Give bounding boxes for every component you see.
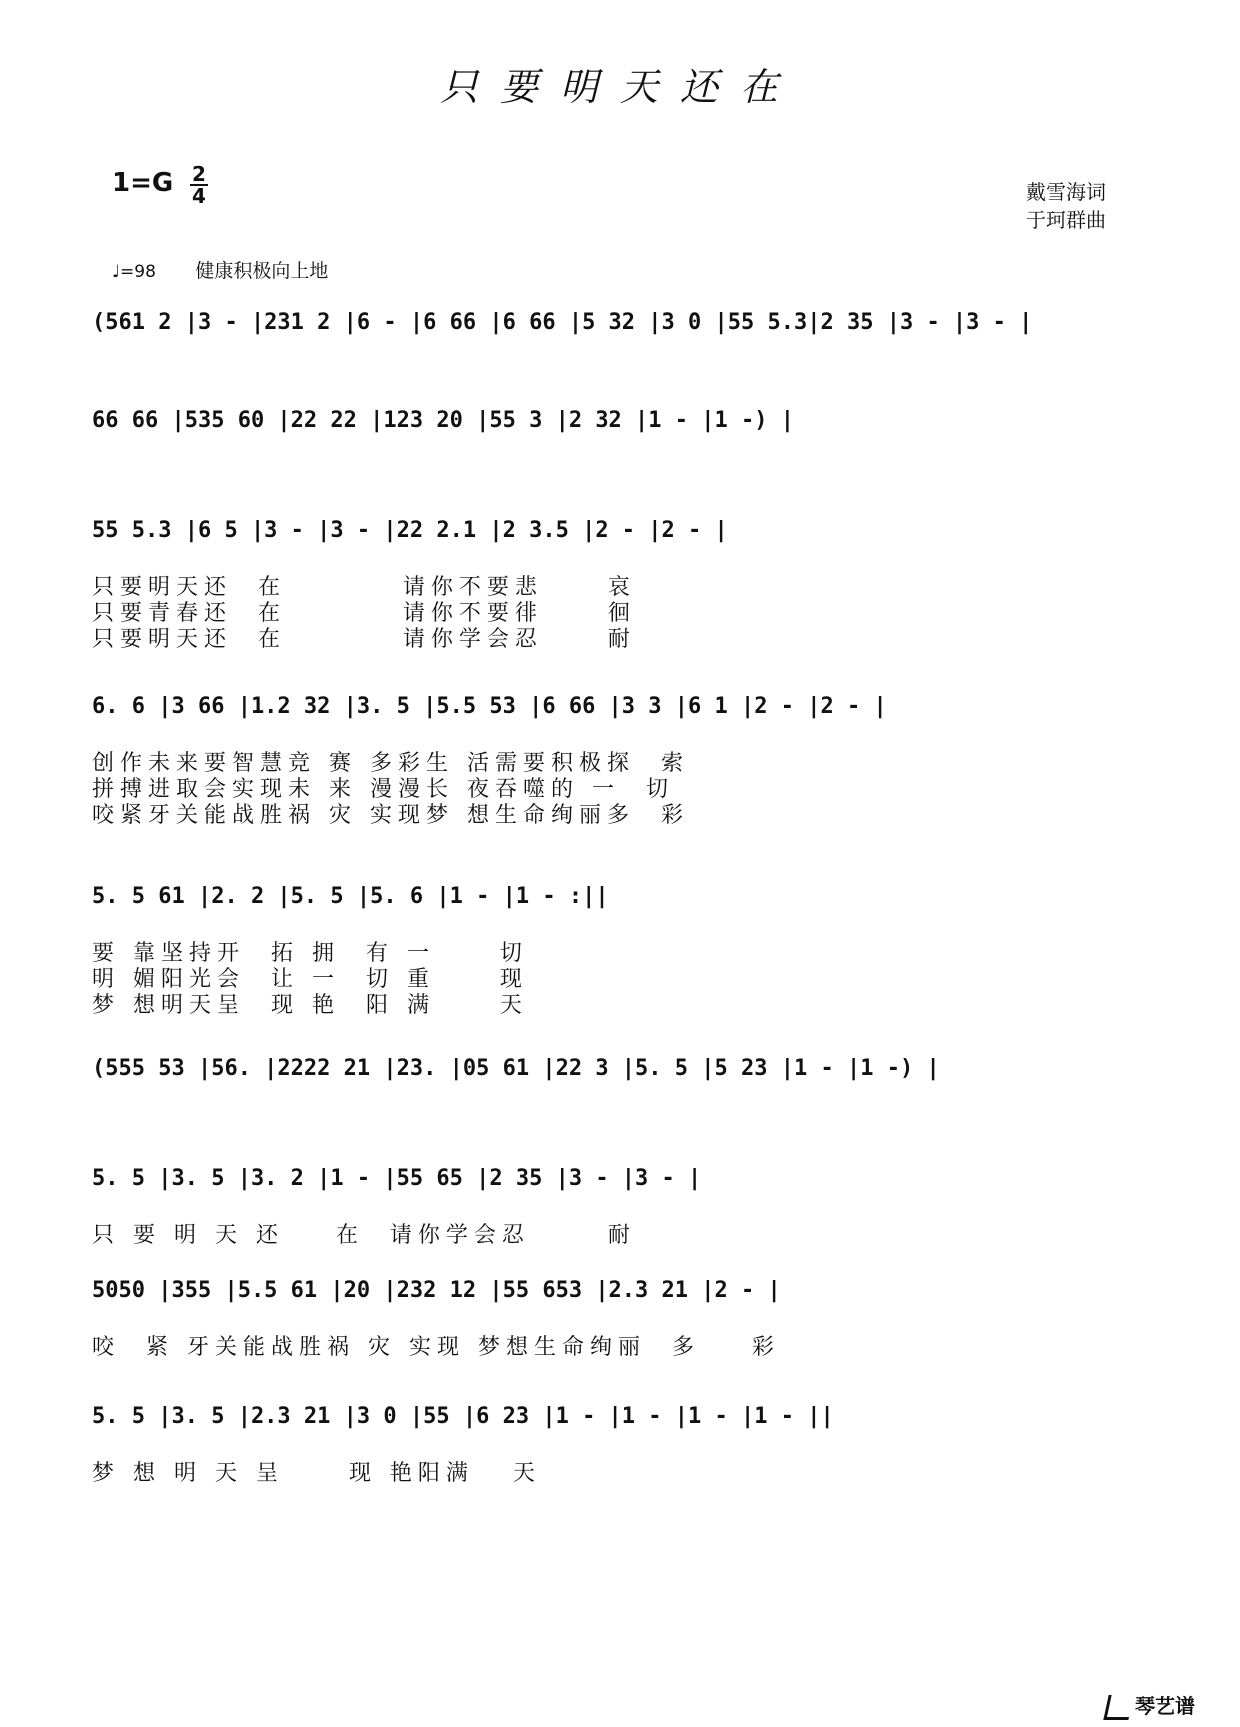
- lyric-line: 拼搏进取会实现未 来 漫漫长 夜吞噬的 一 切: [92, 777, 674, 802]
- lyric-line: 要 靠坚持开 拓 拥 有 一 切: [92, 941, 528, 966]
- credits: [1026, 178, 1106, 234]
- lyric-line: 创作未来要智慧竞 赛 多彩生 活需要积极探 索: [92, 751, 689, 776]
- lyric-line: 只要青春还 在 请你不要徘 徊: [92, 601, 636, 626]
- notation-row: (561 2 |3 - |231 2 |6 - |6 66 |6 66 |5 32 |3 0 |55 5.3|2 35 |3 - |3 - |: [92, 310, 1033, 335]
- watermark-logo: [1106, 1690, 1195, 1720]
- lyricist: 戴雪海词: [1026, 180, 1106, 204]
- tempo-mark: ♩=98: [112, 262, 156, 282]
- lyric-line: 明 媚阳光会 让 一 切 重 现: [92, 967, 528, 992]
- lyric-line: 咬 紧 牙关能战胜祸 灾 实现 梦想生命绚丽 多 彩: [92, 1335, 780, 1360]
- notation-row: 5050 |355 |5.5 61 |20 |232 12 |55 653 |2.3 21 |2 - |: [92, 1278, 781, 1303]
- time-top: 2: [192, 162, 206, 186]
- time-bottom: 4: [192, 184, 206, 208]
- notation-row: 5. 5 61 |2. 2 |5. 5 |5. 6 |1 - |1 - :||: [92, 884, 609, 909]
- notation-row: (555 53 |56. |2222 21 |23. |05 61 |22 3 |5. 5 |5 23 |1 - |1 -) |: [92, 1056, 940, 1081]
- song-title: 只要明天还在: [439, 65, 800, 109]
- watermark-text: 琴艺谱: [1135, 1694, 1195, 1718]
- lyric-line: 只 要 明 天 还 在 请你学会忍 耐: [92, 1223, 636, 1248]
- lyric-line: 咬紧牙关能战胜祸 灾 实现梦 想生命绚丽多 彩: [92, 803, 689, 828]
- composer: 于珂群曲: [1026, 208, 1106, 232]
- notation-row: 5. 5 |3. 5 |3. 2 |1 - |55 65 |2 35 |3 - |3 - |: [92, 1166, 702, 1191]
- lyric-line: 只要明天还 在 请你学会忍 耐: [92, 627, 636, 652]
- key-signature: 1=G: [112, 168, 174, 198]
- notation-row: 55 5.3 |6 5 |3 - |3 - |22 2.1 |2 3.5 |2 - |2 - |: [92, 518, 728, 543]
- tempo-marking: [112, 256, 328, 283]
- notation-row: 5. 5 |3. 5 |2.3 21 |3 0 |55 |6 23 |1 - |1 - |1 - |1 - ||: [92, 1404, 834, 1429]
- lyric-line: 梦 想 明 天 呈 现 艳阳满 天: [92, 1461, 541, 1486]
- lyric-line: 梦 想明天呈 现 艳 阳 满 天: [92, 993, 528, 1018]
- logo-icon: [1103, 1695, 1133, 1720]
- notation-row: 6. 6 |3 66 |1.2 32 |3. 5 |5.5 53 |6 66 |3 3 |6 1 |2 - |2 - |: [92, 694, 887, 719]
- lyric-line: 只要明天还 在 请你不要悲 哀: [92, 575, 636, 600]
- notation-row: 66 66 |535 60 |22 22 |123 20 |55 3 |2 32 |1 - |1 -) |: [92, 408, 794, 433]
- time-signature: [190, 164, 208, 206]
- expression-mark: 健康积极向上地: [195, 260, 329, 282]
